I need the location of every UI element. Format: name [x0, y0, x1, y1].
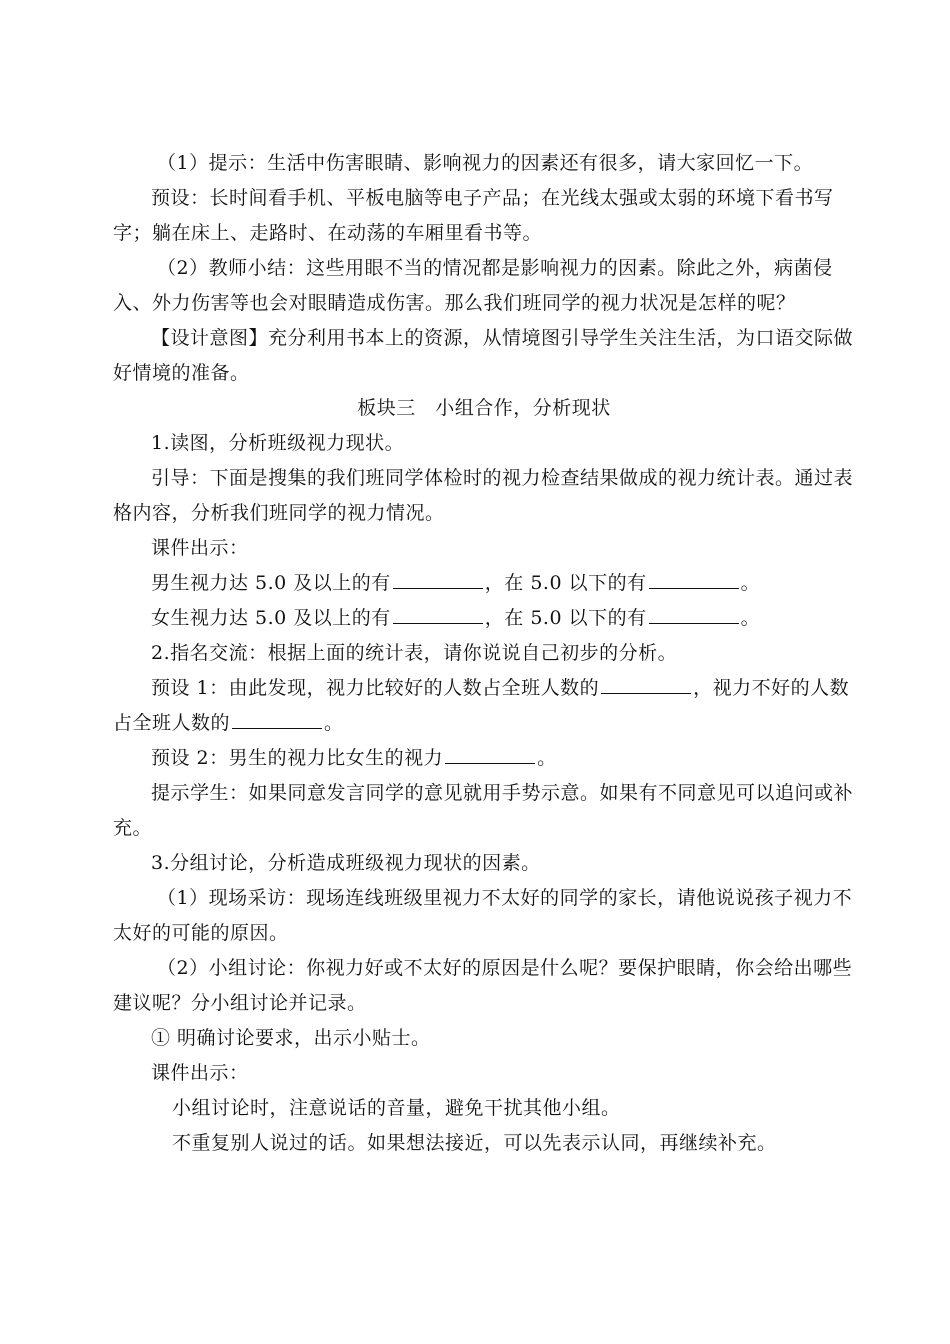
paragraph-courseware-2: 课件出示： [151, 1062, 249, 1084]
preset-2-text-b: 。 [537, 747, 557, 769]
boys-vision-text-b: ，在 5.0 以下的有 [484, 572, 647, 594]
paragraph-girls-vision [113, 601, 855, 636]
fill-blank [232, 710, 322, 729]
paragraph-preset: 预设：长时间看手机、平板电脑等电子产品；在光线太强或太弱的环境下看书写字；躺在床上、走路时、在动荡的车厢里看书等。 [113, 187, 834, 244]
paragraph-boys-vision [113, 566, 855, 601]
paragraph-step-3: 3.分组讨论，分析造成班级视力现状的因素。 [151, 852, 541, 874]
document-body [113, 146, 855, 1161]
paragraph-hint: （1）提示：生活中伤害眼睛、影响视力的因素还有很多，请大家回忆一下。 [157, 152, 814, 174]
paragraph-tip-1: 小组讨论时，注意说话的音量，避免干扰其他小组。 [172, 1097, 621, 1119]
preset-1-text-b: ，视力不好的人数占全班人数的 [113, 677, 850, 734]
paragraph-preset-2 [113, 741, 855, 776]
paragraph-step-1: 1.读图，分析班级视力现状。 [151, 432, 405, 454]
girls-vision-text-c: 。 [740, 607, 761, 629]
fill-blank [649, 605, 739, 624]
fill-blank [601, 675, 691, 694]
preset-2-text-a: 预设 2：男生的视力比女生的视力 [151, 747, 444, 769]
paragraph-preset-1 [113, 671, 855, 741]
paragraph-tip-2: 不重复别人说过的话。如果想法接近，可以先表示认同，再继续补充。 [172, 1132, 777, 1154]
paragraph-prompt-students: 提示学生：如果同意发言同学的意见就用手势示意。如果有不同意见可以追问或补充。 [113, 782, 854, 839]
girls-vision-text-b: ，在 5.0 以下的有 [484, 607, 647, 629]
preset-1-text-c: 。 [324, 712, 344, 734]
paragraph-group-discussion: （2）小组讨论：你视力好或不太好的原因是什么呢？要保护眼睛，你会给出哪些建议呢？分小组讨论并记录。 [113, 957, 853, 1014]
paragraph-step-2: 2.指名交流：根据上面的统计表，请你说说自己初步的分析。 [151, 642, 678, 664]
paragraph-requirements: ① 明确讨论要求，出示小贴士。 [151, 1027, 431, 1049]
fill-blank [649, 570, 739, 589]
paragraph-guide: 引导：下面是搜集的我们班同学体检时的视力检查结果做成的视力统计表。通过表格内容，分析我们班同学的视力情况。 [113, 467, 854, 524]
girls-vision-text-a: 女生视力达 5.0 及以上的有 [151, 607, 391, 629]
fill-blank [393, 570, 483, 589]
paragraph-design-intent: 【设计意图】充分利用书本上的资源，从情境图引导学生关注生活，为口语交际做好情境的准备。 [113, 327, 854, 384]
section-heading: 板块三 小组合作，分析现状 [357, 397, 611, 419]
fill-blank [393, 605, 483, 624]
paragraph-courseware-1: 课件出示： [151, 537, 249, 559]
paragraph-teacher-summary: （2）教师小结：这些用眼不当的情况都是影响视力的因素。除此之外，病菌侵入、外力伤害等也会对眼睛造成伤害。那么我们班同学的视力状况是怎样的呢？ [113, 257, 833, 314]
fill-blank [445, 745, 535, 764]
boys-vision-text-a: 男生视力达 5.0 及以上的有 [151, 572, 391, 594]
boys-vision-text-c: 。 [740, 572, 761, 594]
preset-1-text-a: 预设 1：由此发现，视力比较好的人数占全班人数的 [151, 677, 600, 699]
paragraph-interview: （1）现场采访：现场连线班级里视力不太好的同学的家长，请他说说孩子视力不太好的可能的原因。 [113, 887, 853, 944]
